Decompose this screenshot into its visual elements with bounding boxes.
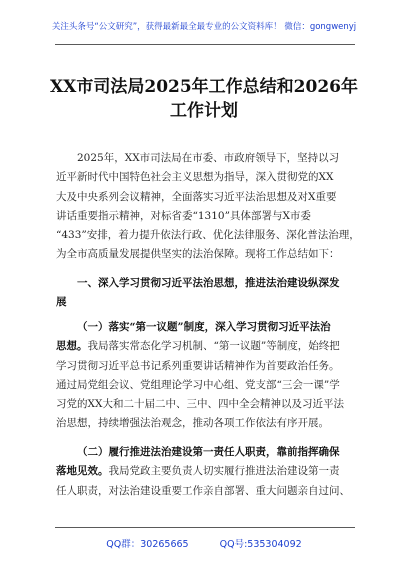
paragraph-line: 治思想，持续增强法治观念，推动各项工作依法有序开展。 [56,417,329,430]
subheading-line: （二）履行推进法治建设第一责任人职责，靠前指挥确保 [77,446,340,458]
paragraph-line: 通过局党组会议、党组理论学习中心组、党支部“三会一课”学 [56,378,340,391]
document-title [0,75,408,123]
paragraph-line: 习党的XX大和二十届二中、三中、四中全会精神以及习近平法 [56,398,344,411]
section-heading-1 [56,274,354,313]
header-notice[interactable]: 关注头条号“公文研究”，获得最新最全最专业的公文资料库！ 微信：gongwenyj [51,22,357,32]
paragraph-line: 学习贯彻习近平总书记系列重要讲话精神作为首要政治任务。 [56,359,340,372]
subsection-2 [56,443,354,501]
title-line-1: XX市司法局2025年工作总结和2026年 [49,77,358,97]
qq-number-text[interactable]: QQ号:535304092 [219,539,302,550]
heading-line: 一、深入学习贯彻习近平法治思想，推进法治建设纵深发 [77,277,340,289]
paragraph-line: 为全市高质量发展提供坚实的法治保障。现将工作总结如下： [56,248,340,261]
qq-group-text[interactable]: QQ群：30265665 [106,539,189,550]
title-line-2: 工作计划 [170,101,238,121]
paragraph-line: 讲话重要指示精神，对标省委“1310”具体部署与X市委 [56,209,311,222]
header-divider [55,44,355,45]
subheading-line: （一）落实“第一议题”制度，深入学习贯彻习近平法治 [77,321,331,333]
heading-line: 展 [56,296,67,309]
paragraph-line: 大及中央系列会议精神，全面落实习近平法治思想及对X重要 [56,190,337,203]
paragraph-text: 我局落实常态化学习机制、“第一议题”等制度，始终把 [87,340,340,353]
footer-divider [55,527,355,528]
paragraph-line: 2025年，XX市司法局在市委、市政府领导下，坚持以习 [77,152,340,164]
paragraph-line: 近平新时代中国特色社会主义思想为指导，深入贯彻党的XX [56,171,334,184]
subheading-tail: 思想。 [56,340,88,353]
paragraph-line: 任人职责，对法治建设重要工作亲自部署、重大问题亲自过问、 [56,484,350,497]
footer-contact [0,536,408,550]
intro-paragraph [56,149,360,265]
subheading-tail: 落地见效。 [56,465,109,478]
paragraph-line [56,337,354,356]
subsection-1 [56,318,354,434]
paragraph-line: “433”安排，着力提升依法行政、优化法律服务、深化普法治理， [56,229,360,242]
paragraph-line [56,462,354,481]
paragraph-text: 我局党政主要负责人切实履行推进法治建设第一责 [108,465,340,478]
